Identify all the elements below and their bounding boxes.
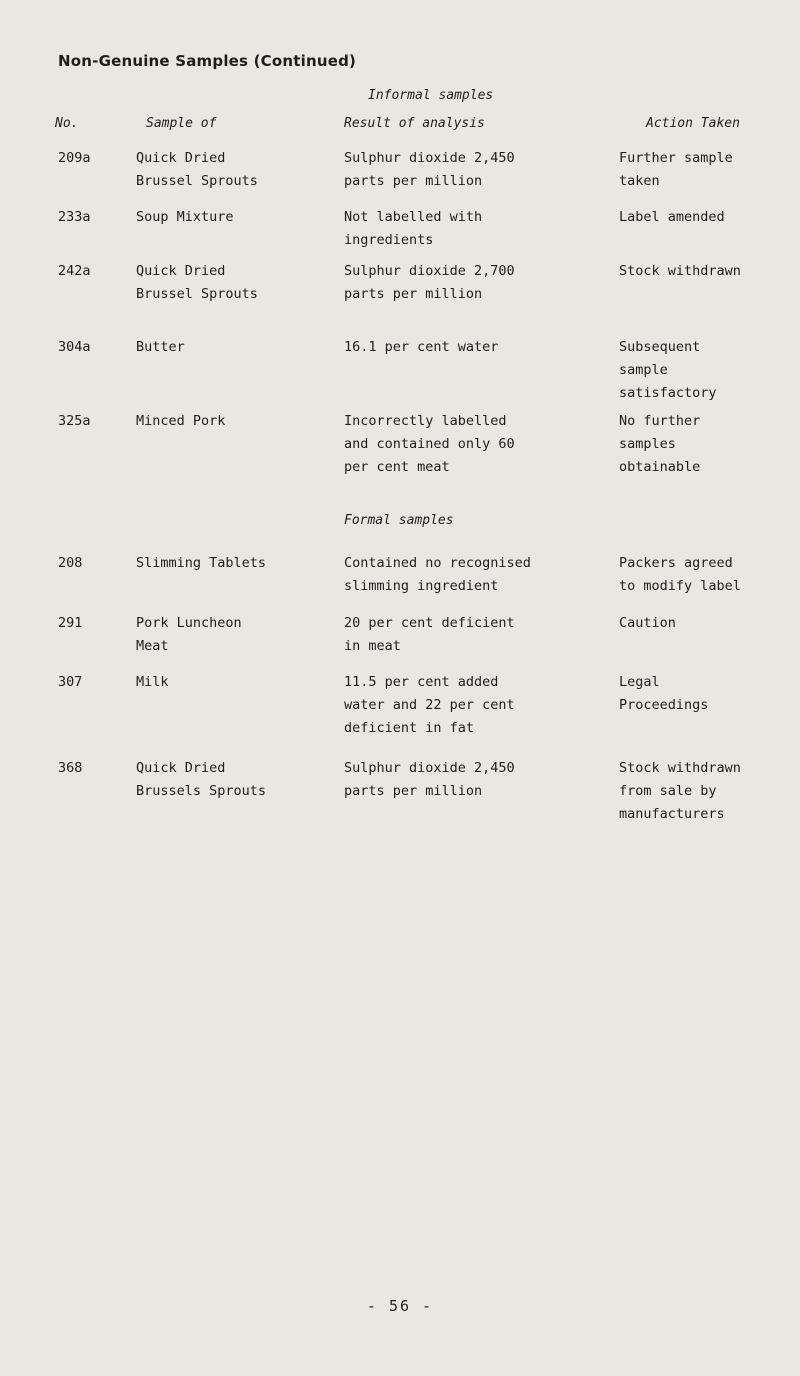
action-taken-line: manufacturers bbox=[619, 806, 725, 822]
analysis-result-line: 16.1 per cent water bbox=[344, 339, 499, 355]
sample-number: 368 bbox=[58, 760, 83, 776]
sample-description bbox=[136, 147, 326, 193]
analysis-result bbox=[344, 552, 594, 598]
analysis-result-line: parts per million bbox=[344, 286, 483, 302]
action-taken bbox=[619, 206, 789, 229]
action-taken-line: No further bbox=[619, 413, 701, 429]
sample-description bbox=[136, 757, 326, 803]
sample-description-line: Quick Dried bbox=[136, 760, 226, 776]
sample-description-line: Milk bbox=[136, 674, 169, 690]
action-taken-line: Caution bbox=[619, 615, 676, 631]
sample-description bbox=[136, 410, 326, 433]
analysis-result-line: water and 22 per cent bbox=[344, 697, 515, 713]
analysis-result-line: parts per million bbox=[344, 783, 483, 799]
sample-number: 209a bbox=[58, 150, 91, 166]
sample-number: 208 bbox=[58, 555, 83, 571]
sample-description bbox=[136, 206, 326, 229]
sample-description-line: Minced Pork bbox=[136, 413, 226, 429]
column-header-action: Action Taken bbox=[646, 116, 740, 131]
action-taken-line: Subsequent bbox=[619, 339, 701, 355]
page-number: - 56 - bbox=[366, 1297, 434, 1315]
action-taken bbox=[619, 336, 789, 405]
action-taken bbox=[619, 260, 789, 283]
action-taken-line: Legal bbox=[619, 674, 660, 690]
sample-description bbox=[136, 552, 326, 575]
analysis-result-line: Contained no recognised bbox=[344, 555, 531, 571]
action-taken-line: Further sample bbox=[619, 150, 733, 166]
analysis-result bbox=[344, 336, 594, 359]
action-taken bbox=[619, 410, 789, 479]
analysis-result-line: slimming ingredient bbox=[344, 578, 499, 594]
sample-description-line: Brussels Sprouts bbox=[136, 783, 267, 799]
action-taken-line: to modify label bbox=[619, 578, 741, 594]
analysis-result bbox=[344, 147, 594, 193]
sample-description-line: Slimming Tablets bbox=[136, 555, 267, 571]
sample-number: 304a bbox=[58, 339, 91, 355]
action-taken-line: samples bbox=[619, 436, 676, 452]
formal-samples-heading: Formal samples bbox=[344, 513, 454, 528]
sample-description bbox=[136, 260, 326, 306]
analysis-result-line: parts per million bbox=[344, 173, 483, 189]
analysis-result-line: Sulphur dioxide 2,450 bbox=[344, 760, 515, 776]
sample-description bbox=[136, 612, 326, 658]
sample-description bbox=[136, 671, 326, 694]
sample-number: 233a bbox=[58, 209, 91, 225]
sample-description-line: Brussel Sprouts bbox=[136, 286, 258, 302]
analysis-result bbox=[344, 410, 594, 479]
action-taken-line: Packers agreed bbox=[619, 555, 733, 571]
column-header-sample: Sample of bbox=[146, 116, 217, 131]
action-taken-line: Proceedings bbox=[619, 697, 709, 713]
action-taken bbox=[619, 552, 789, 598]
action-taken-line: Stock withdrawn bbox=[619, 263, 741, 279]
page-title: Non-Genuine Samples (Continued) bbox=[58, 52, 357, 70]
analysis-result-line: per cent meat bbox=[344, 459, 450, 475]
analysis-result-line: deficient in fat bbox=[344, 720, 475, 736]
sample-description-line: Pork Luncheon bbox=[136, 615, 242, 631]
column-header-result: Result of analysis bbox=[344, 116, 485, 131]
analysis-result bbox=[344, 612, 594, 658]
sample-description-line: Butter bbox=[136, 339, 185, 355]
action-taken-line: taken bbox=[619, 173, 660, 189]
sample-description-line: Brussel Sprouts bbox=[136, 173, 258, 189]
analysis-result bbox=[344, 757, 594, 803]
action-taken-line: Label amended bbox=[619, 209, 725, 225]
action-taken-line: obtainable bbox=[619, 459, 701, 475]
sample-description-line: Meat bbox=[136, 638, 169, 654]
sample-number: 242a bbox=[58, 263, 91, 279]
analysis-result-line: 20 per cent deficient bbox=[344, 615, 515, 631]
sample-description bbox=[136, 336, 326, 359]
sample-description-line: Quick Dried bbox=[136, 150, 226, 166]
action-taken bbox=[619, 147, 789, 193]
sample-number: 325a bbox=[58, 413, 91, 429]
analysis-result-line: 11.5 per cent added bbox=[344, 674, 499, 690]
analysis-result-line: ingredients bbox=[344, 232, 434, 248]
sample-number: 291 bbox=[58, 615, 83, 631]
action-taken bbox=[619, 612, 789, 635]
analysis-result-line: Sulphur dioxide 2,700 bbox=[344, 263, 515, 279]
analysis-result-line: Incorrectly labelled bbox=[344, 413, 507, 429]
analysis-result-line: Not labelled with bbox=[344, 209, 483, 225]
sample-description-line: Quick Dried bbox=[136, 263, 226, 279]
analysis-result bbox=[344, 671, 594, 740]
action-taken-line: satisfactory bbox=[619, 385, 717, 401]
analysis-result-line: in meat bbox=[344, 638, 401, 654]
action-taken-line: from sale by bbox=[619, 783, 717, 799]
action-taken bbox=[619, 757, 789, 826]
analysis-result-line: Sulphur dioxide 2,450 bbox=[344, 150, 515, 166]
action-taken-line: sample bbox=[619, 362, 668, 378]
informal-samples-heading: Informal samples bbox=[368, 88, 494, 103]
action-taken bbox=[619, 671, 789, 717]
sample-number: 307 bbox=[58, 674, 83, 690]
action-taken-line: Stock withdrawn bbox=[619, 760, 741, 776]
column-header-no: No. bbox=[55, 116, 79, 131]
analysis-result bbox=[344, 206, 594, 252]
analysis-result-line: and contained only 60 bbox=[344, 436, 515, 452]
sample-description-line: Soup Mixture bbox=[136, 209, 234, 225]
analysis-result bbox=[344, 260, 594, 306]
